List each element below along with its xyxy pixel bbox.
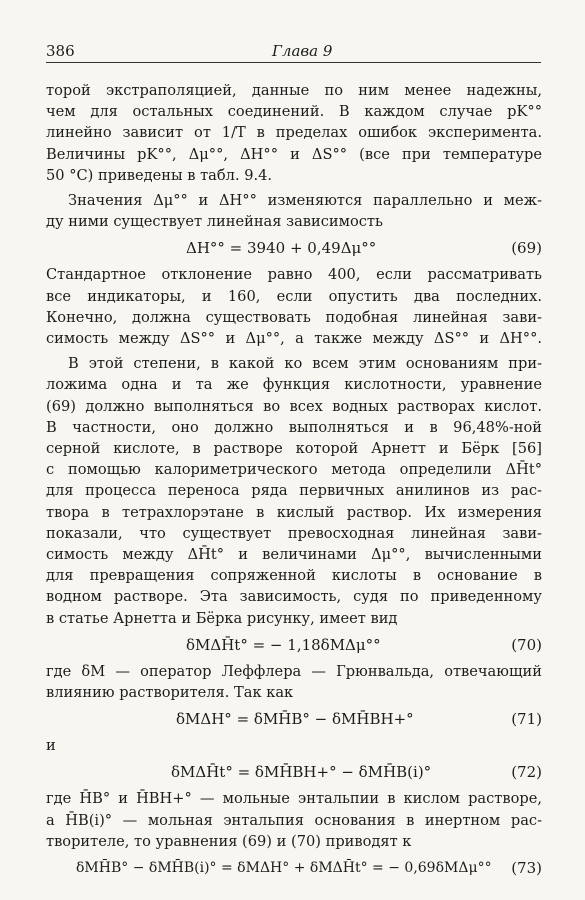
text-line: где δM — оператор Леффлера — Грюнвальда, отвечающий [46,662,542,680]
text-line: В этой степени, в какой ко всем этим основаниям при- [68,355,542,373]
text-line: Конечно, должна существовать подобная линейная зави- [46,308,542,326]
text-line: торой экстраполяцией, данные по ним менее надежны, [46,82,542,99]
text-line: 50 °С) приведены в табл. 9.4. [46,166,273,184]
equation-number: (72) [511,763,542,782]
text-line: серной кислоте, в растворе которой Арнетт и Бёрк [56] [46,440,542,458]
equation-number: (73) [511,859,542,878]
page-number: 386 [46,42,75,60]
equation-number: (69) [511,239,542,258]
equation-71 [46,703,542,735]
text-line: симость между ΔS°° и Δμ°°, а также между ΔS°° и ΔH°°. [46,330,542,348]
equation-body: δMH̄B° − δMH̄B(i)° = δMΔH° + δMΔH̄t° = − 0,69δMΔμ°° [76,860,492,877]
text-line: симость между ΔH̄t° и величинами Δμ°°, вычисленными [46,546,542,564]
text-line: показали, что существует превосходная линейная зави- [46,524,542,542]
text-line: твора в тетрахлорэтане в кислый раствор. Их измерения [46,503,542,521]
equation-body: ΔH°° = 3940 + 0,49Δμ°° [186,239,377,258]
text-line: В частности, оно должно выполняться и в 96,48%-ной [46,418,542,436]
text-line: водном растворе. Эта зависимость, судя по приведенному [46,588,542,606]
equation-73 [46,852,542,884]
text-line: (69) должно выполняться во всех водных растворах кислот. [46,397,542,415]
equation-body: δMΔH̄t° = − 1,18δMΔμ°° [186,635,381,654]
text-line: влиянию растворителя. Так как [46,684,294,702]
text-line: для процесса переноса ряда первичных анилинов из рас- [46,482,542,500]
text-line: с помощью калориметрического метода определили ΔH̄t° [46,461,542,479]
text-line: в статье Арнетта и Бёрка рисунку, имеет вид [46,609,398,627]
equation-number: (71) [511,710,542,729]
text-line: ду ними существует линейная зависимость [46,213,383,231]
text-line: творителе, то уравнения (69) и (70) приводят к [46,832,412,850]
text-line: и [46,737,56,755]
equation-70 [46,629,542,661]
text-line: чем для остальных соединений. В каждом случае pK°° [46,103,542,121]
text-line: линейно зависит от 1/T в пределах ошибок эксперимента. [46,124,542,142]
equation-72 [46,756,542,788]
text-line: Значения Δμ°° и ΔH°° изменяются параллельно и меж- [68,192,542,210]
equation-body: δMΔH̄t° = δMH̄BH+° − δMH̄B(i)° [171,763,432,782]
text-line: Величины pK°°, Δμ°°, ΔH°° и ΔS°° (все при температуре [46,145,542,163]
chapter-title: Глава 9 [272,42,333,60]
equation-body: δMΔH° = δMH̄B° − δMH̄BH+° [176,710,414,729]
equation-number: (70) [511,635,542,654]
running-header [46,40,541,63]
text-line: а H̄B(i)° — мольная энтальпия основания в инертном рас- [46,811,542,829]
text-line: Стандартное отклонение равно 400, если рассматривать [46,266,542,284]
body-text [46,80,542,884]
text-line: где H̄B° и H̄BH+° — мольные энтальпии в кислом растворе, [46,790,542,808]
text-line: для превращения сопряженной кислоты в основание в [46,567,542,585]
text-line: ложима одна и та же функция кислотности, уравнение [46,376,542,394]
equation-69 [46,232,542,264]
text-line: все индикаторы, и 160, если опустить два последних. [46,287,542,305]
